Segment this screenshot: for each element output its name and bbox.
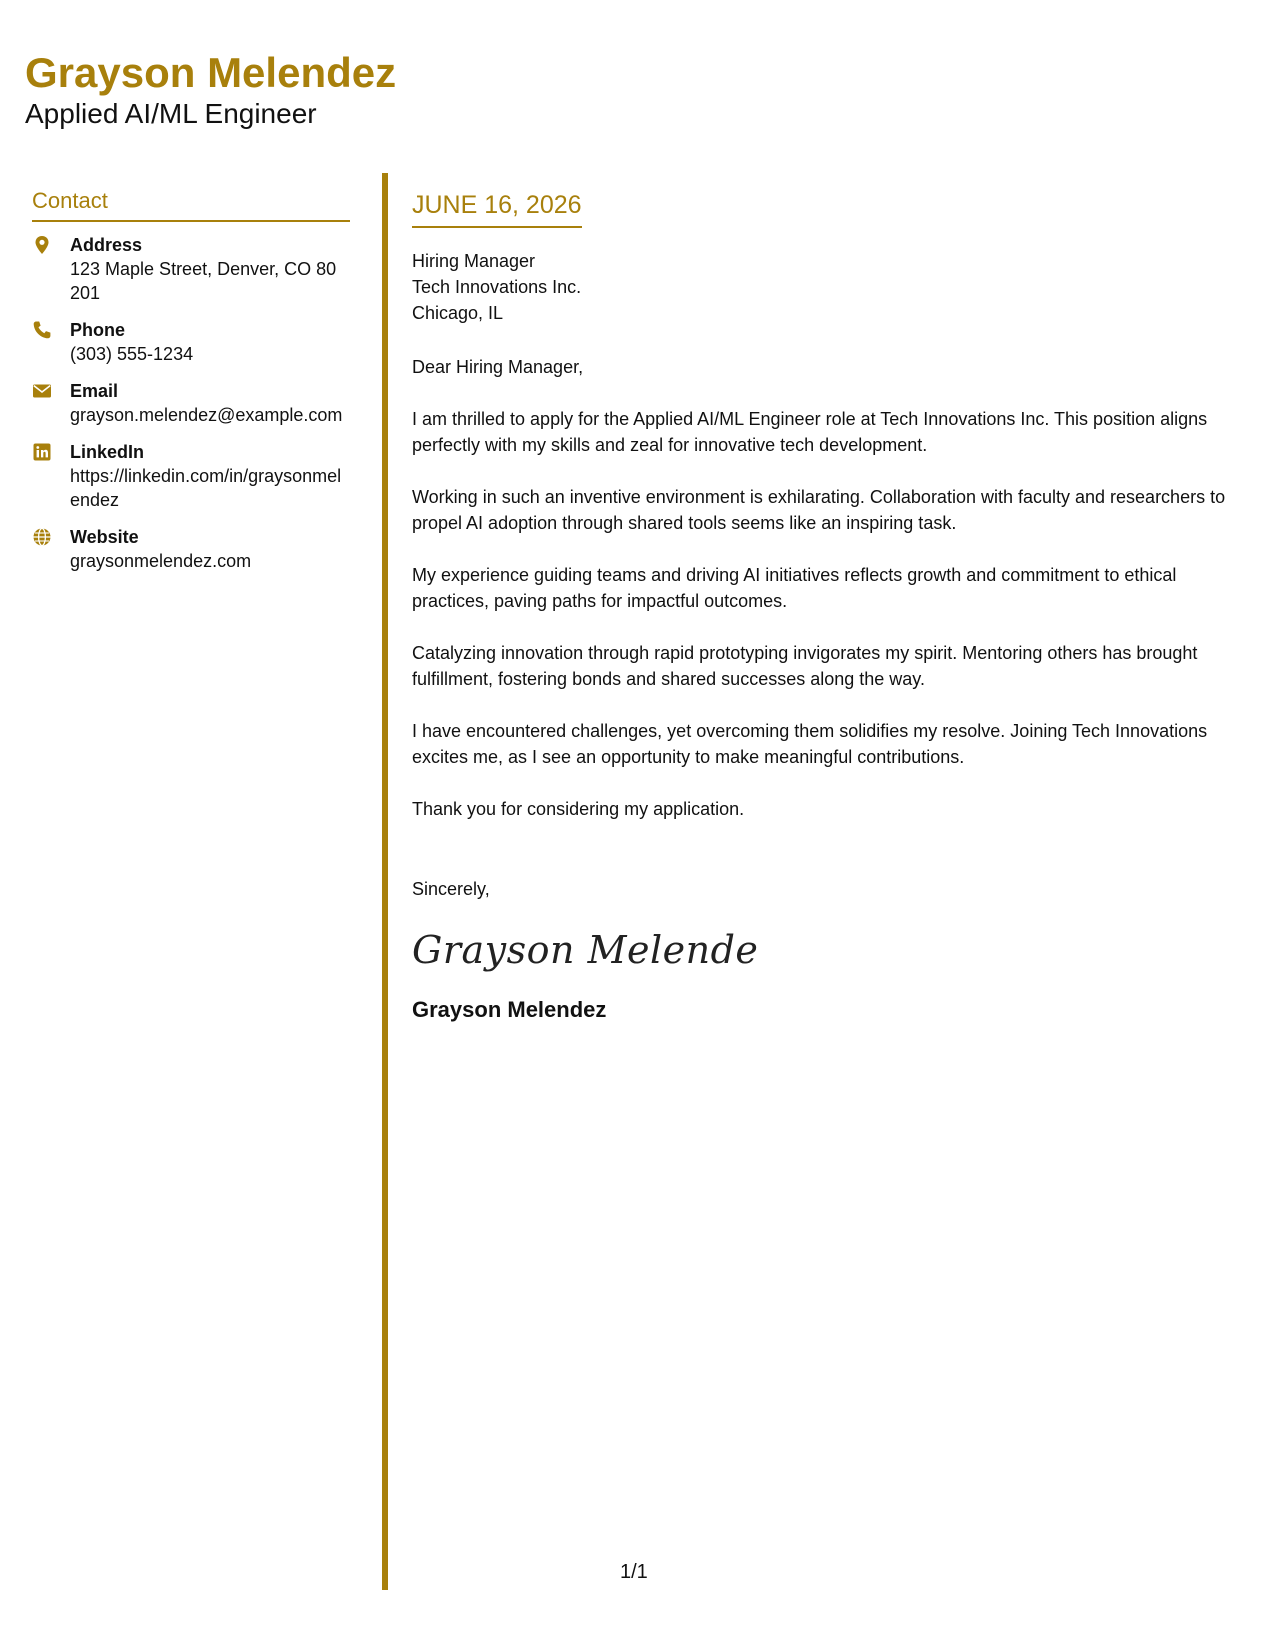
body-paragraph: My experience guiding teams and driving AI initiatives reflects growth and commitment to ethical practices, paving paths for impactful outcomes. (412, 565, 1177, 611)
recipient-line: Tech Innovations Inc. (412, 277, 582, 297)
phone-icon (32, 320, 52, 340)
contact-value[interactable]: https://linkedin.com/in/graysonmelendez (70, 466, 342, 510)
contact-label: LinkedIn (70, 442, 145, 462)
body-paragraph: Catalyzing innovation through rapid prototyping invigorates my spirit. Mentoring others has brought fulfillment, fostering bonds and shared successes along the way. (412, 643, 1198, 689)
vertical-divider (382, 173, 388, 1590)
contact-linkedin (32, 441, 350, 512)
contact-phone (32, 319, 350, 366)
contact-value: (303) 555-1234 (70, 344, 194, 364)
body-paragraph: Working in such an inventive environment is exhilarating. Collaboration with faculty and researchers to propel AI adoption through shared tools seems like an inspiring task. (412, 487, 1226, 533)
applicant-name: Grayson Melendez (25, 49, 397, 96)
recipient-line: Chicago, IL (412, 303, 504, 323)
body-paragraph: I am thrilled to apply for the Applied AI/ML Engineer role at Tech Innovations Inc. This position aligns perfectly with my skills and zeal for innovative tech development. (412, 409, 1208, 455)
closing: Sincerely, (412, 879, 490, 899)
contact-website (32, 526, 350, 573)
linkedin-icon (32, 442, 52, 462)
letter-body (412, 190, 1242, 1024)
contact-heading: Contact (32, 188, 350, 222)
body-paragraph: Thank you for considering my application. (412, 799, 745, 819)
contact-label: Website (70, 527, 139, 547)
contact-value[interactable]: graysonmelendez.com (70, 551, 252, 571)
letter-date: JUNE 16, 2026 (412, 190, 582, 228)
contact-label: Address (70, 235, 143, 255)
body-paragraph: I have encountered challenges, yet overcoming them solidifies my resolve. Joining Tech Innovations excites me, as I see an opportunity to make meaningful contributions. (412, 721, 1208, 767)
contact-value: 123 Maple Street, Denver, CO 80201 (70, 259, 337, 303)
recipient-block (412, 248, 1242, 326)
page-number: 1/1 (620, 1561, 648, 1583)
contact-email (32, 380, 350, 427)
contact-value: grayson.melendez@example.com (70, 405, 343, 425)
recipient-line: Hiring Manager (412, 251, 536, 271)
contact-label: Email (70, 381, 119, 401)
map-pin-icon (32, 235, 52, 255)
handwritten-signature: Grayson Melende (412, 928, 759, 972)
applicant-title: Applied AI/ML Engineer (25, 98, 317, 129)
envelope-icon (32, 381, 52, 401)
contact-label: Phone (70, 320, 126, 340)
greeting: Dear Hiring Manager, (412, 357, 584, 377)
contact-sidebar (32, 188, 350, 587)
contact-address (32, 234, 350, 305)
signatory-name: Grayson Melendez (412, 997, 607, 1022)
globe-icon (32, 527, 52, 547)
